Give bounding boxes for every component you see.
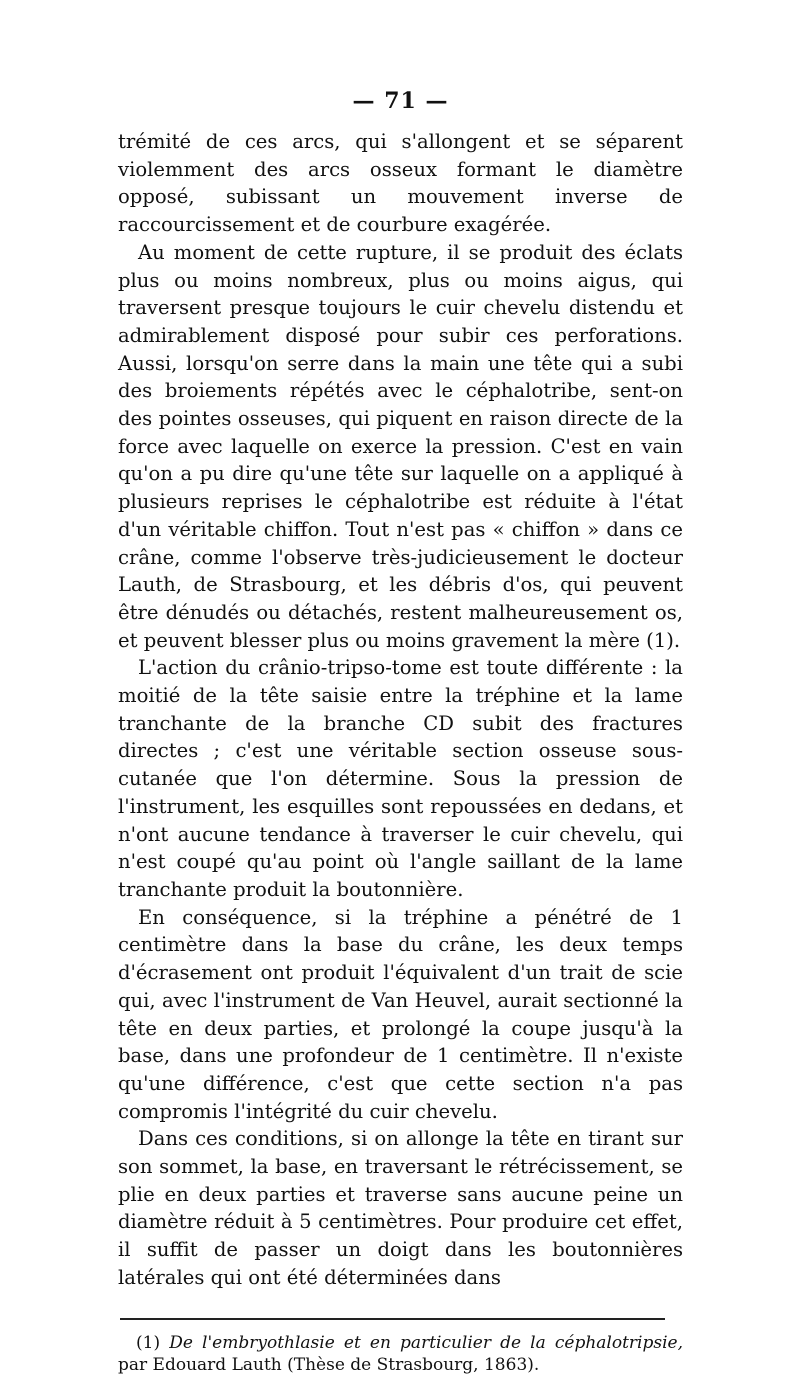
footnote-divider — [120, 1318, 665, 1320]
paragraph-continuation: trémité de ces arcs, qui s'allongent et se séparent violemment des arcs osseux formant le diamètre opposé, subissant un mouvement inverse de raccourcissement et de courbure exagérée. — [118, 130, 683, 237]
paragraph-conditions: Dans ces conditions, si on allonge la tête en tirant sur son sommet, la base, en traversant le rétrécissement, se plie en deux parties et traverse sans aucune peine un diamètre réduit à 5 centimètres. Pour produire cet effet, il suffit de passer un doigt dans les boutonnières latérales qui ont été déterminées dans — [118, 1127, 683, 1289]
paragraph-cranio-tripso-tome: L'action du crânio-tripso-tome est toute différente : la moitié de la tête saisie entre la tréphine et la lame tranchante de la branche CD subit des fractures directes ; c'est une véritable section osseuse sous-cutanée que l'on détermine. Sous la pression de l'instrument, les esquilles sont repoussées en dedans, et n'ont aucune tendance à traverser le cuir chevelu, qui n'est coupé qu'au point où l'angle saillant de la lame tranchante produit la boutonnière. — [118, 656, 683, 901]
page-number: — 71 — — [352, 88, 449, 114]
body-text — [118, 128, 683, 1292]
paragraph-rupture: Au moment de cette rupture, il se produit des éclats plus ou moins nombreux, plus ou moins aigus, qui traversent presque toujours le cuir chevelu distendu et admirablement disposé pour subir ces perforations. Aussi, lorsqu'on serre dans la main une tête qui a subi des broiements répétés avec le céphalotribe, sent-on des pointes osseuses, qui piquent en raison directe de la force avec laquelle on exerce la pression. C'est en vain qu'on a pu dire qu'une tête sur laquelle on a appliqué à plusieurs reprises le céphalotribe est réduite à l'état d'un véritable chiffon. Tout n'est pas « chiffon » dans ce crâne, comme l'observe très-judicieusement le docteur Lauth, de Strasbourg, et les débris d'os, qui peuvent être dénudés ou détachés, restent malheureusement os, et peuvent blesser plus ou moins gravement la mère (1). — [118, 240, 683, 652]
footnote-marker: (1) — [136, 1332, 161, 1353]
footnote — [118, 1332, 683, 1376]
page — [118, 88, 683, 1376]
footnote-title: De l'embryothlasie et en particulier de la céphalotripsie, — [169, 1332, 684, 1353]
footnote-citation: par Edouard Lauth (Thèse de Strasbourg, 1863). — [118, 1354, 540, 1375]
paragraph-consequence: En conséquence, si la tréphine a pénétré de 1 centimètre dans la base du crâne, les deux temps d'écrasement ont produit l'équivalent d'un trait de scie qui, avec l'instrument de Van Heuvel, aurait sectionné la tête en deux parties, et prolongé la coupe jusqu'à la base, dans une profondeur de 1 centimètre. Il n'existe qu'une différence, c'est que cette section n'a pas compromis l'intégrité du cuir chevelu. — [118, 905, 683, 1123]
